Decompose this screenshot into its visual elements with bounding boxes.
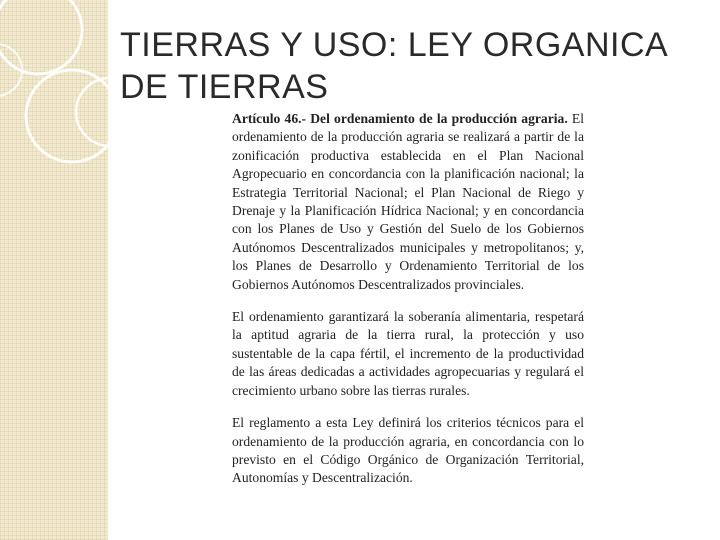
article-paragraph-3: El reglamento a esta Ley definirá los criterios técnicos para el ordenamiento de la producción agraria, en concordancia con lo previsto en el Código Orgánico de Organización Territorial, Autonomías y Descentralización. bbox=[232, 415, 584, 486]
article-paragraph-1 bbox=[232, 110, 584, 294]
article-heading: Artículo 46.- Del ordenamiento de la producción agraria. bbox=[232, 111, 568, 126]
slide-title: TIERRAS Y USO: LEY ORGANICA DE TIERRAS bbox=[120, 26, 667, 106]
article-paragraph-1-body: El ordenamiento de la producción agraria se realizará a partir de la zonificación productiva establecida en el Plan Nacional Agropecuario en concordancia con la planificación nacional; la Estrategia Territorial Nacional; el Plan Nacional de Riego y Drenaje y la Planificación Hídrica Nacional; y en concordancia con los Planes de Uso y Gestión del Suelo de los Gobiernos Autónomos Descentralizados municipales y metropolitanos; y, los Planes de Desarrollo y Ordenamiento Territorial de los Gobiernos Autónomos Descentralizados provinciales. bbox=[232, 111, 584, 292]
law-article-image bbox=[232, 110, 584, 502]
article-paragraph-2: El ordenamiento garantizará la soberanía alimentaria, respetará la aptitud agraria de la tierra rural, la protección y uso sustentable de la capa fértil, el incremento de la productividad de las áreas dedicadas a actividades agropecuarias y regulará el crecimiento urbano sobre las tierras rurales. bbox=[232, 309, 584, 398]
